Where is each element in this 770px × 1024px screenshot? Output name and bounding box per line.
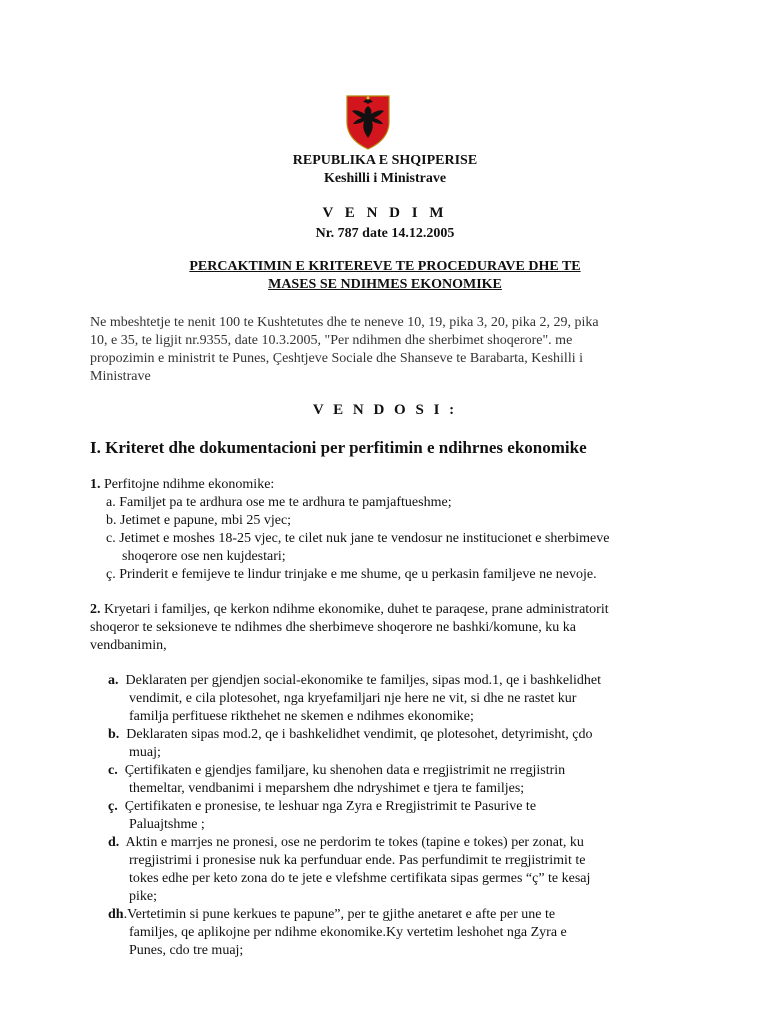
item-line: a. Familjet pa te ardhura ose me te ardhura te pamjaftueshme; — [106, 495, 452, 510]
doc-item — [108, 834, 601, 852]
item-1 — [90, 476, 609, 584]
document-title-line-1: PERCAKTIMIN E KRITEREVE TE PROCEDURAVE DHE TE — [189, 259, 581, 274]
doc-line: muaj; — [129, 745, 161, 760]
item-line: shoqeror te seksioneve te ndihmes dhe sherbimeve shoqerore ne bashki/komune, ku ka — [90, 620, 576, 635]
intro-line: propozimin e ministrit te Punes, Çeshtjeve Sociale dhe Shanseve te Barabarta, Keshilli i — [90, 351, 583, 366]
doc-line: Deklaraten sipas mod.2, qe i bashkelidhet vendimit, qe plotesohet, detyrimisht, çdo — [126, 727, 593, 742]
item-lead: Kryetari i familjes, qe kerkon ndihme ekonomike, duhet te paraqese, prane administratorit — [100, 602, 609, 617]
item-line: vendbanimin, — [90, 638, 167, 653]
doc-item — [108, 762, 601, 780]
doc-line: Paluajtshme ; — [129, 817, 205, 832]
doc-label: ç. — [108, 799, 118, 814]
intro-paragraph — [90, 314, 650, 386]
doc-line: vendimit, e cila plotesohet, nga kryefamiljari nje here ne vit, si dhe ne rastet kur — [129, 691, 577, 706]
doc-line: Çertifikaten e gjendjes familjare, ku shenohen data e rregjistrimit ne rregjistrin — [124, 763, 566, 778]
doc-line: Aktin e marrjes ne pronesi, ose ne perdorim te tokes (tapine e tokes) per zonat, ku — [125, 835, 584, 850]
intro-line: Ministrave — [90, 369, 151, 384]
doc-line: Çertifikaten e pronesise, te leshuar nga Zyra e Rregjistrimit te Pasurive te — [124, 799, 537, 814]
document-title-line-2: MASES SE NDIHMES EKONOMIKE — [268, 277, 502, 292]
item-number: 1. — [90, 477, 101, 492]
item-line: shoqerore ose nen kujdestari; — [122, 549, 286, 564]
item-line: c. Jetimet e moshes 18-25 vjec, te cilet nuk jane te vendosur ne institucionet e sherbimeve — [106, 531, 610, 546]
doc-line: Punes, cdo tre muaj; — [129, 943, 244, 958]
item-lead: Perfitojne ndihme ekonomike: — [100, 477, 275, 492]
doc-label: a. — [108, 673, 119, 688]
section-title: I. Kriteret dhe dokumentacioni per perfitimin e ndihrnes ekonomike — [90, 438, 587, 457]
item-line: b. Jetimet e papune, mbi 25 vjec; — [106, 513, 292, 528]
doc-item — [108, 672, 601, 690]
intro-line: 10, e 35, te ligjit nr.9355, date 10.3.2005, "Per ndihmen dhe sherbimet shoqerore". me — [90, 333, 573, 348]
decision-number: Nr. 787 date 14.12.2005 — [315, 226, 455, 241]
intro-line: Ne mbeshtetje te nenit 100 te Kushtetutes dhe te neneve 10, 19, pika 3, 20, pika 2, 29, pika — [90, 315, 599, 330]
doc-label: c. — [108, 763, 118, 778]
doc-label: b. — [108, 727, 120, 742]
doc-line: themeltar, vendbanimi i meparshem dhe ndryshimet e tjera te familjes; — [129, 781, 525, 796]
doc-line: rregjistrimi i pronesise nuk ka perfunduar ende. Pas perfundimit te rregjistrimit te — [129, 853, 586, 868]
item-2 — [90, 601, 609, 655]
doc-item — [108, 798, 601, 816]
decision-heading: V E N D I M — [322, 205, 448, 221]
doc-line: .Vertetimin si pune kerkues te papune”, per te gjithe anetaret e afte per une te — [123, 907, 556, 922]
republic-heading: REPUBLIKA E SHQIPERISE — [292, 153, 478, 168]
item-number: 2. — [90, 602, 101, 617]
document-list — [108, 672, 601, 960]
council-heading: Keshilli i Ministrave — [323, 171, 447, 186]
doc-item — [108, 726, 601, 744]
doc-line: familjes, qe aplikojne per ndihme ekonomike.Ky vertetim leshohet nga Zyra e — [129, 925, 567, 940]
albanian-eagle-emblem-icon — [344, 94, 392, 150]
doc-line: tokes edhe per keto zona do te jete e vlefshme certifikata sipas germes “ç” te kesaj — [129, 871, 591, 886]
doc-line: Deklaraten per gjendjen social-ekonomike te familjes, sipas mod.1, qe i bashkelidhet — [125, 673, 601, 688]
doc-label: d. — [108, 835, 120, 850]
doc-line: pike; — [129, 889, 157, 904]
doc-label: dh — [108, 907, 124, 922]
item-line: ç. Prinderit e femijeve te lindur trinjake e me shume, qe u perkasin familjeve ne nevoje. — [106, 567, 597, 582]
doc-line: familja perfituese rikthehet ne skemen e ndihmes ekonomike; — [129, 709, 474, 724]
vendosi-heading: V E N D O S I : — [312, 402, 458, 418]
doc-item — [108, 906, 601, 924]
